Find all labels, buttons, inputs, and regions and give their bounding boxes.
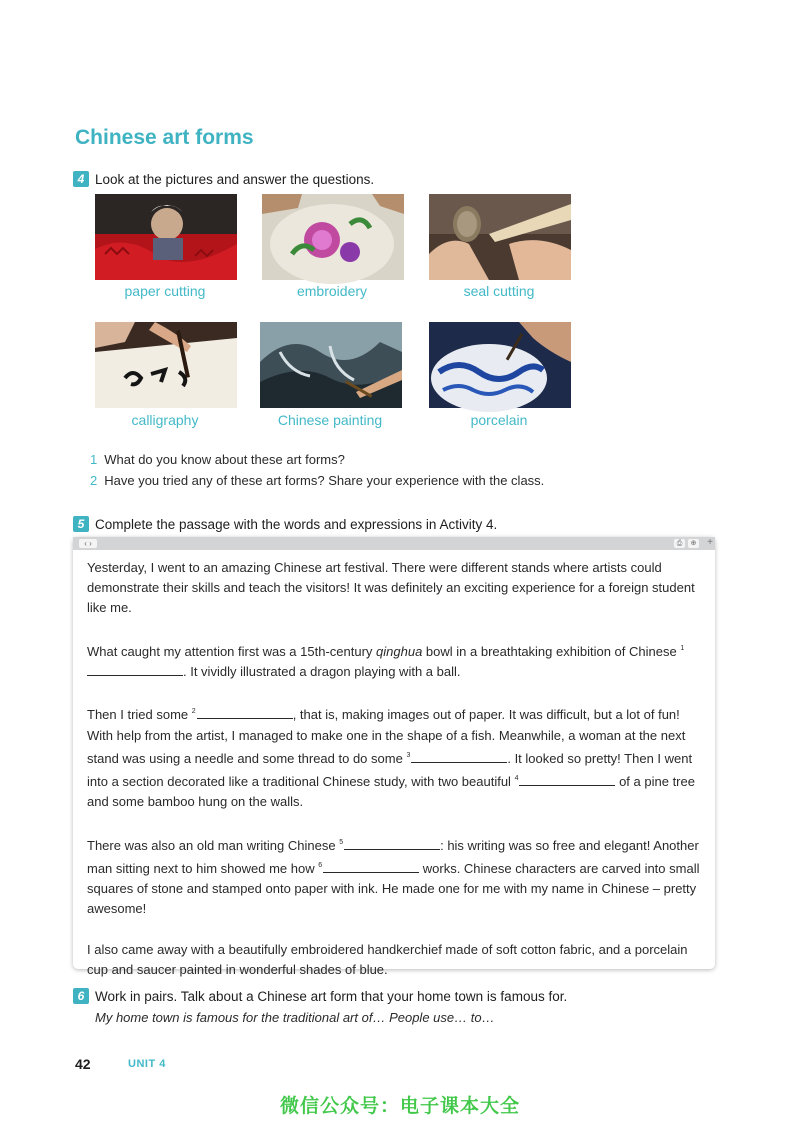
activity-instruction: Complete the passage with the words and expressions in Activity 4.	[95, 516, 498, 532]
calligraphy-photo	[95, 322, 237, 408]
question-text: Have you tried any of these art forms? Share your experience with the class.	[104, 473, 545, 488]
blank-1-input[interactable]	[87, 664, 183, 676]
caption-paper-cutting: paper cutting	[124, 283, 206, 299]
example-prompt: My home town is famous for the traditional art of… People use… to…	[95, 1010, 495, 1025]
section-title: Chinese art forms	[75, 126, 254, 149]
question-1	[90, 452, 345, 467]
activity-4-header	[73, 171, 374, 187]
watermark-caption: 微信公众号：电子课本大全	[279, 1096, 520, 1117]
activity-number-badge: 4	[73, 171, 89, 187]
blank-4-input[interactable]	[519, 774, 615, 786]
blank-2-input[interactable]	[197, 707, 293, 719]
zoom-icon[interactable]: ⊕	[688, 539, 699, 548]
activity-6-header	[73, 988, 567, 1004]
passage-paragraph-3: Then I tried some $^2$ , that is, making images out of paper. It was difficult, but a lot of fun! With help from the artist, I managed to make one in the shape of a fish. Meanwhile, a woman at the next stand was using a needle and some thread to do some $^3$ . It looked so pretty! Then I went into a section decorated like a traditional Chinese study, with two beautiful $^4$ of a pine tree and some bamboo hung on the walls.	[87, 707, 695, 810]
unit-label: UNIT 4	[128, 1058, 166, 1070]
question-text: What do you know about these art forms?	[104, 452, 345, 467]
passage-text	[73, 550, 715, 980]
page-nav-arrows-icon[interactable]: ‹ ›	[79, 539, 97, 548]
activity-instruction: Look at the pictures and answer the questions.	[95, 171, 375, 187]
blank-6-input[interactable]	[323, 861, 419, 873]
blank-3-input[interactable]	[411, 751, 507, 763]
caption-chinese-painting: Chinese painting	[277, 412, 383, 428]
passage-paragraph-5: I also came away with a beautifully embroidered handkerchief made of soft cotton fabric, and a porcelain cup and saucer painted in wonderful shades of blue.	[87, 941, 688, 977]
paper-cutting-photo	[95, 194, 237, 280]
question-number: 1	[90, 452, 98, 467]
seal-cutting-photo	[429, 194, 571, 280]
porcelain-photo	[429, 322, 571, 408]
passage-paragraph-1: Yesterday, I went to an amazing Chinese art festival. There were different stands where artists could demonstrate their skills and teach the visitors! It was definitely an exciting experience for a foreign student like me.	[87, 560, 695, 616]
page-number: 42	[75, 1056, 91, 1072]
print-icon[interactable]: ⎙	[674, 539, 685, 548]
expand-icon[interactable]: +	[707, 537, 713, 548]
blank-5-input[interactable]	[344, 838, 440, 850]
caption-seal-cutting: seal cutting	[463, 283, 535, 299]
activity-number-badge: 5	[73, 516, 89, 532]
reading-panel	[73, 537, 715, 977]
question-2	[90, 473, 544, 488]
reader-toolbar	[73, 537, 715, 550]
passage-paragraph-2: What caught my attention first was a 15th-century qinghua bowl in a breathtaking exhibition of Chinese $^1$. It vividly illustrated a dragon playing with a ball.	[87, 643, 685, 679]
caption-calligraphy: calligraphy	[131, 412, 199, 428]
caption-porcelain: porcelain	[470, 412, 528, 428]
chinese-painting-photo	[260, 322, 402, 408]
activity-number-badge: 6	[73, 988, 89, 1004]
activity-5-header	[73, 516, 497, 532]
caption-embroidery: embroidery	[296, 283, 368, 299]
activity-instruction: Work in pairs. Talk about a Chinese art form that your home town is famous for.	[95, 988, 568, 1004]
embroidery-photo	[262, 194, 404, 280]
question-number: 2	[90, 473, 98, 488]
passage-paragraph-4: There was also an old man writing Chinese $^5$ : his writing was so free and elegant! Another man sitting next to him showed me how $^6$ works. Chinese characters are carved into small squares of stone and stamped onto paper with ink. He made one for me with my name in Chinese – pretty awesome!	[87, 837, 700, 917]
